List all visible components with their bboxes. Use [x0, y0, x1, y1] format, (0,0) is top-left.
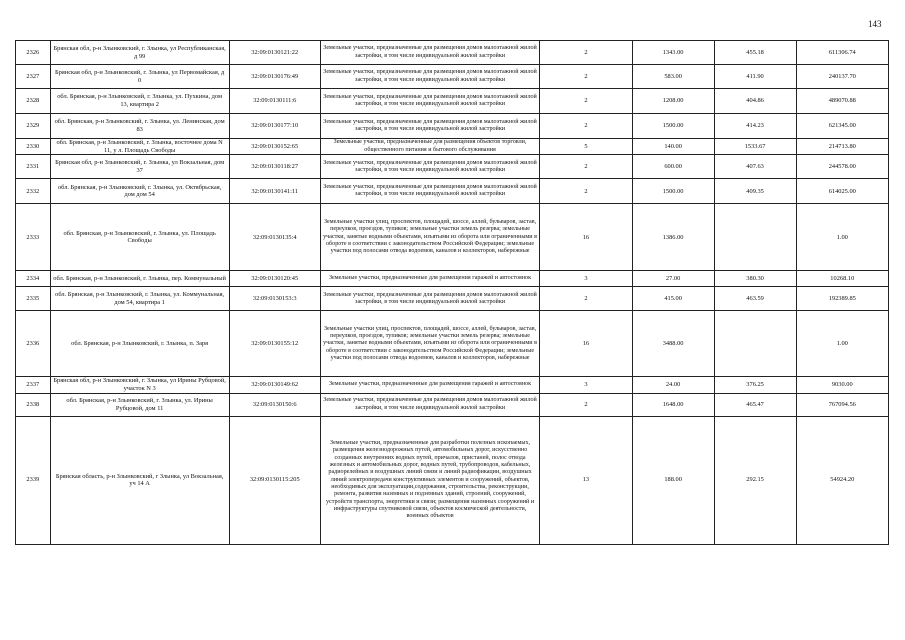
group-code-cell: 2 — [540, 155, 632, 179]
row-number: 2331 — [16, 155, 51, 179]
cadastral-number-cell: 32:09:0130111:6 — [229, 89, 320, 114]
row-number: 2336 — [16, 311, 51, 377]
address-cell: Брянская обл, р-н Злынковский, г. Злынка, ул Вокзальная, дом 37 — [50, 155, 229, 179]
table-row — [16, 393, 889, 416]
cadastral-value-cell: 240137.70 — [796, 65, 888, 89]
area-cell: 1500.00 — [632, 179, 714, 204]
cadastral-value-cell: 489070.88 — [796, 89, 888, 114]
specific-value-cell: 407.63 — [714, 155, 796, 179]
cadastral-number-cell: 32:09:0130120:45 — [229, 271, 320, 287]
cadastral-number-cell: 32:09:0130177:10 — [229, 114, 320, 139]
cadastral-value-cell: 192389.85 — [796, 287, 888, 311]
specific-value-cell — [714, 204, 796, 271]
table-row — [16, 65, 889, 89]
cadastral-number-cell: 32:09:0130149:62 — [229, 377, 320, 393]
table-row — [16, 155, 889, 179]
land-use-cell: Земельные участки, предназначенные для размещения домов малоэтажной жилой застройки, в том числе индивидуальной жилой застройки — [320, 41, 539, 65]
cadastral-number-cell: 32:09:0130155:12 — [229, 311, 320, 377]
area-cell: 3488.00 — [632, 311, 714, 377]
specific-value-cell: 292.15 — [714, 416, 796, 544]
cadastral-number-cell: 32:09:0130135:4 — [229, 204, 320, 271]
row-number: 2334 — [16, 271, 51, 287]
row-number: 2330 — [16, 139, 51, 155]
table-row — [16, 377, 889, 393]
table-row — [16, 41, 889, 65]
cadastral-value-cell: 214713.80 — [796, 139, 888, 155]
land-use-cell: Земельные участки, предназначенные для размещения домов малоэтажной жилой застройки, в том числе индивидуальной жилой застройки — [320, 89, 539, 114]
group-code-cell: 2 — [540, 89, 632, 114]
address-cell: обл. Брянская, р-н Злынковский, г. Злынка, ул. Пухкина, дом 13, квартира 2 — [50, 89, 229, 114]
land-use-cell: Земельные участки улиц, проспектов, площадей, шоссе, аллей, бульваров, застав, переулков, проездов, тупиков; земельные участки земель резерва; земельные участки, занятые водными объектами, изъятыми из оборота или ограниченными в обороте в соответствии с законодательством Российской Федерации; земельные участки под полосами отвода водоемов, каналов и коллекторов, набережные — [320, 204, 539, 271]
specific-value-cell: 465.47 — [714, 393, 796, 416]
cadastral-number-cell: 32:09:0130150:6 — [229, 393, 320, 416]
cadastral-number-cell: 32:09:0130152:65 — [229, 139, 320, 155]
cadastral-value-cell: 244578.00 — [796, 155, 888, 179]
group-code-cell: 2 — [540, 114, 632, 139]
page-number: 143 — [868, 19, 882, 29]
area-cell: 1208.00 — [632, 89, 714, 114]
cadastral-value-cell: 9030.00 — [796, 377, 888, 393]
area-cell: 583.00 — [632, 65, 714, 89]
specific-value-cell: 455.18 — [714, 41, 796, 65]
row-number: 2339 — [16, 416, 51, 544]
table-row — [16, 311, 889, 377]
land-use-cell: Земельные участки, предназначенные для размещения объектов торговли, общественного питания и бытового обслуживания — [320, 139, 539, 155]
address-cell: Брянская область, р-н Злынковский, г Злынка, ул Вокзальная, уч 14 А — [50, 416, 229, 544]
specific-value-cell — [714, 311, 796, 377]
specific-value-cell: 409.35 — [714, 179, 796, 204]
cadastral-value-cell: 54924.20 — [796, 416, 888, 544]
table-body — [16, 41, 889, 545]
area-cell: 1648.00 — [632, 393, 714, 416]
cadastral-value-cell: 10268.10 — [796, 271, 888, 287]
address-cell: Брянская обл, р-н Злынковский, г. Злынка, ул Ирины Рубцовой, участок N 3 — [50, 377, 229, 393]
land-use-cell: Земельные участки, предназначенные для размещения домов малоэтажной жилой застройки, в том числе индивидуальной жилой застройки — [320, 179, 539, 204]
cadastral-value-cell: 614025.00 — [796, 179, 888, 204]
group-code-cell: 13 — [540, 416, 632, 544]
area-cell: 415.00 — [632, 287, 714, 311]
address-cell: обл. Брянская, р-н Злынковский, г. Злынка, ул. Ленинская, дом 83 — [50, 114, 229, 139]
address-cell: обл. Брянская, р-н Злынковский, г. Злынка, ул. Коммунальная, дом 54, квартира 1 — [50, 287, 229, 311]
table-row — [16, 271, 889, 287]
row-number: 2335 — [16, 287, 51, 311]
row-number: 2333 — [16, 204, 51, 271]
area-cell: 188.00 — [632, 416, 714, 544]
land-registry-table — [15, 40, 889, 545]
cadastral-value-cell: 767094.56 — [796, 393, 888, 416]
land-use-cell: Земельные участки, предназначенные для размещения домов малоэтажной жилой застройки, в том числе индивидуальной жилой застройки — [320, 65, 539, 89]
cadastral-number-cell: 32:09:0130153:3 — [229, 287, 320, 311]
cadastral-number-cell: 32:09:0130141:11 — [229, 179, 320, 204]
area-cell: 1500.00 — [632, 114, 714, 139]
cadastral-value-cell: 1.00 — [796, 204, 888, 271]
land-use-cell: Земельные участки, предназначенные для размещения гаражей и автостоянок — [320, 377, 539, 393]
group-code-cell: 16 — [540, 311, 632, 377]
land-use-cell: Земельные участки, предназначенные для разработки полезных ископаемых, размещения железнодорожных путей, автомобильных дорог, искусственно созданных внутренних водных путей, причалов, пристаней, полос отвода железных и автомобильных дорог, водных путей, трубопроводов, кабельных, радиорелейных и воздушных линий связи и линий радиофикации, воздушных линий электропередачи конструктивных элементов и сооружений, объектов, необходимых для эксплуатации,содержания, строительства, реконструкции, ремонта, развития наземных и подземных зданий, строений, сооружений, устройств транспорта, энергетики и связи; размещения наземных сооружений и инфраструктуры спутниковой связи, объектов космической деятельности, военных объектов — [320, 416, 539, 544]
group-code-cell: 2 — [540, 65, 632, 89]
specific-value-cell: 463.59 — [714, 287, 796, 311]
specific-value-cell: 376.25 — [714, 377, 796, 393]
group-code-cell: 3 — [540, 377, 632, 393]
row-number: 2329 — [16, 114, 51, 139]
row-number: 2328 — [16, 89, 51, 114]
group-code-cell: 5 — [540, 139, 632, 155]
table-row — [16, 204, 889, 271]
specific-value-cell: 414.23 — [714, 114, 796, 139]
row-number: 2338 — [16, 393, 51, 416]
specific-value-cell: 380.30 — [714, 271, 796, 287]
land-use-cell: Земельные участки улиц, проспектов, площадей, шоссе, аллей, бульваров, застав, переулков, проездов, тупиков; земельные участки земель резерва; земельные участки, занятые водными объектами, изъятыми из оборота или ограниченными в обороте в соответствии с законодательством Российской Федерации; земельные участки под полосами отвода водоемов, каналов и коллекторов, набережные — [320, 311, 539, 377]
cadastral-value-cell: 1.00 — [796, 311, 888, 377]
address-cell: Брянская обл, р-н Злынковский, г. Злынка, ул Республиканская, д 99 — [50, 41, 229, 65]
address-cell: обл. Брянская, р-н Злынковский, г. Злынка, п. Заря — [50, 311, 229, 377]
address-cell: обл. Брянская, р-н Злынковский, г. Злынка, ул. Ирины Рубцовой, дом 11 — [50, 393, 229, 416]
land-use-cell: Земельные участки, предназначенные для размещения домов малоэтажной жилой застройки, в том числе индивидуальной жилой застройки — [320, 155, 539, 179]
cadastral-number-cell: 32:09:0130118:27 — [229, 155, 320, 179]
cadastral-value-cell: 611306.74 — [796, 41, 888, 65]
table-row — [16, 114, 889, 139]
area-cell: 600.00 — [632, 155, 714, 179]
land-use-cell: Земельные участки, предназначенные для размещения домов малоэтажной жилой застройки, в том числе индивидуальной жилой застройки — [320, 114, 539, 139]
address-cell: обл. Брянская, р-н Злынковский, г. Злынка, ул. Площадь Свободы — [50, 204, 229, 271]
address-cell: обл. Брянская, р-н Злынковский, г. Злынка, ул. Октябрьская, дом дом 54 — [50, 179, 229, 204]
group-code-cell: 2 — [540, 179, 632, 204]
specific-value-cell: 404.86 — [714, 89, 796, 114]
cadastral-value-cell: 621345.00 — [796, 114, 888, 139]
group-code-cell: 2 — [540, 393, 632, 416]
area-cell: 24.00 — [632, 377, 714, 393]
row-number: 2326 — [16, 41, 51, 65]
address-cell: обл. Брянская, р-н Злынковский, г. Злынка, восточнее дома N 11, у л. Площадь Свободы — [50, 139, 229, 155]
land-use-cell: Земельные участки, предназначенные для размещения гаражей и автостоянок — [320, 271, 539, 287]
table-row — [16, 416, 889, 544]
group-code-cell: 3 — [540, 271, 632, 287]
table-row — [16, 179, 889, 204]
area-cell: 1386.00 — [632, 204, 714, 271]
specific-value-cell: 1533.67 — [714, 139, 796, 155]
area-cell: 1343.00 — [632, 41, 714, 65]
group-code-cell: 2 — [540, 287, 632, 311]
table-row — [16, 139, 889, 155]
group-code-cell: 2 — [540, 41, 632, 65]
specific-value-cell: 411.90 — [714, 65, 796, 89]
cadastral-number-cell: 32:09:0130176:49 — [229, 65, 320, 89]
address-cell: обл. Брянская, р-н Злынковский, г. Злынка, пер. Коммунальный — [50, 271, 229, 287]
group-code-cell: 16 — [540, 204, 632, 271]
cadastral-number-cell: 32:09:0130121:22 — [229, 41, 320, 65]
row-number: 2337 — [16, 377, 51, 393]
address-cell: Брянская обл, р-н Злынковский, г. Злынка, ул Первомайская, д 0 — [50, 65, 229, 89]
area-cell: 140.00 — [632, 139, 714, 155]
table-row — [16, 287, 889, 311]
land-use-cell: Земельные участки, предназначенные для размещения домов малоэтажной жилой застройки, в том числе индивидуальной жилой застройки — [320, 393, 539, 416]
table-row — [16, 89, 889, 114]
row-number: 2332 — [16, 179, 51, 204]
area-cell: 27.00 — [632, 271, 714, 287]
land-use-cell: Земельные участки, предназначенные для размещения домов малоэтажной жилой застройки, в том числе индивидуальной жилой застройки — [320, 287, 539, 311]
cadastral-number-cell: 32:09:0130115:205 — [229, 416, 320, 544]
row-number: 2327 — [16, 65, 51, 89]
